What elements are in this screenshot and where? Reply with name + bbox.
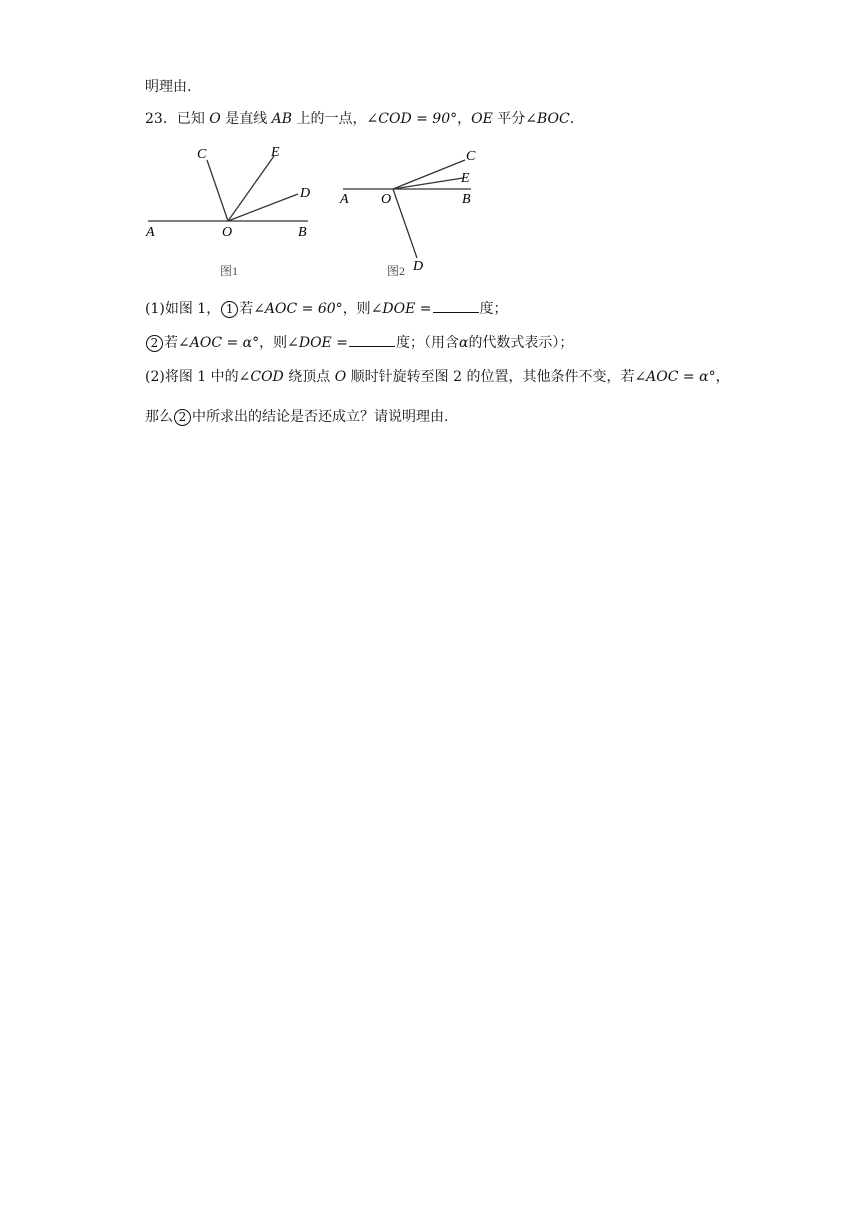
label-B: B [298, 225, 307, 240]
text: 度； [479, 301, 508, 317]
circled-number-2: 2 [174, 409, 191, 426]
text: . [569, 111, 575, 127]
figure-2-diagram [335, 140, 485, 290]
ray-OC [207, 160, 228, 221]
continued-text: 明理由. [145, 79, 192, 95]
label-D: D [300, 186, 311, 201]
math-O: O [334, 369, 347, 385]
text: 顺时针旋转至图 2 的位置，其他条件不变，若 [346, 369, 635, 385]
answer-blank[interactable] [349, 334, 395, 347]
question-2-line-2 [145, 406, 448, 426]
question-1-part-1 [145, 298, 508, 318]
label-D: D [413, 259, 424, 274]
text: 若 [239, 301, 254, 317]
figure-2-caption: 图2 [387, 264, 406, 278]
text: 若 [164, 335, 178, 351]
figure-1-caption: 图1 [220, 264, 239, 278]
text: 平分 [492, 111, 526, 127]
circled-number-1: 1 [221, 301, 238, 318]
label-C: C [197, 147, 207, 162]
figure-1-diagram [140, 140, 320, 290]
math-O: O [209, 111, 221, 127]
text: (2)将图 1 中的 [145, 369, 239, 385]
label-O: O [222, 225, 233, 240]
text: (1)如图 1， [145, 301, 221, 317]
text: 上的一点， [292, 111, 367, 127]
text: ， [715, 369, 730, 385]
math-angle-aoc-alpha: ∠AOC = α° [178, 335, 260, 351]
ray-OE [393, 178, 463, 189]
answer-blank[interactable] [433, 300, 479, 313]
math-angle-boc: ∠BOC [525, 111, 570, 127]
text: ， [457, 111, 472, 127]
text: 度；（用含 [395, 335, 459, 351]
math-angle-cod: ∠COD = 90° [366, 111, 458, 127]
circled-number-2: 2 [146, 335, 163, 352]
math-OE: OE [471, 111, 493, 127]
math-angle-cod: ∠COD [238, 369, 284, 385]
math-angle-doe: ∠DOE = [287, 335, 348, 351]
text: 绕顶点 [283, 369, 335, 385]
math-angle-doe: ∠DOE = [370, 301, 432, 317]
label-A: A [340, 192, 349, 207]
math-AB: AB [271, 111, 293, 127]
ray-OE [228, 156, 274, 221]
label-E: E [271, 145, 280, 160]
text: 已知 [176, 111, 210, 127]
text: 那么 [145, 409, 173, 425]
label-E: E [461, 171, 470, 186]
ray-OD [228, 194, 298, 221]
ray-OD [393, 189, 417, 258]
question-1-part-2 [145, 332, 573, 352]
label-B: B [462, 192, 471, 207]
math-angle-aoc-60: ∠AOC = 60° [253, 301, 343, 317]
math-angle-aoc-alpha: ∠AOC = α° [634, 369, 716, 385]
problem-23-statement [145, 108, 574, 128]
text: ，则 [259, 335, 288, 351]
label-A: A [146, 225, 155, 240]
question-2-line-1 [145, 366, 730, 386]
ray-OC [393, 160, 465, 189]
label-O: O [381, 192, 392, 207]
text: 中所求出的结论是否还成立？请说明理由. [192, 409, 449, 425]
text: 是直线 [220, 111, 272, 127]
label-C: C [466, 149, 476, 164]
math-alpha: α [458, 335, 469, 351]
text: ，则 [342, 301, 371, 317]
text: 的代数式表示）； [468, 335, 574, 351]
problem-number: 23． [145, 111, 177, 127]
